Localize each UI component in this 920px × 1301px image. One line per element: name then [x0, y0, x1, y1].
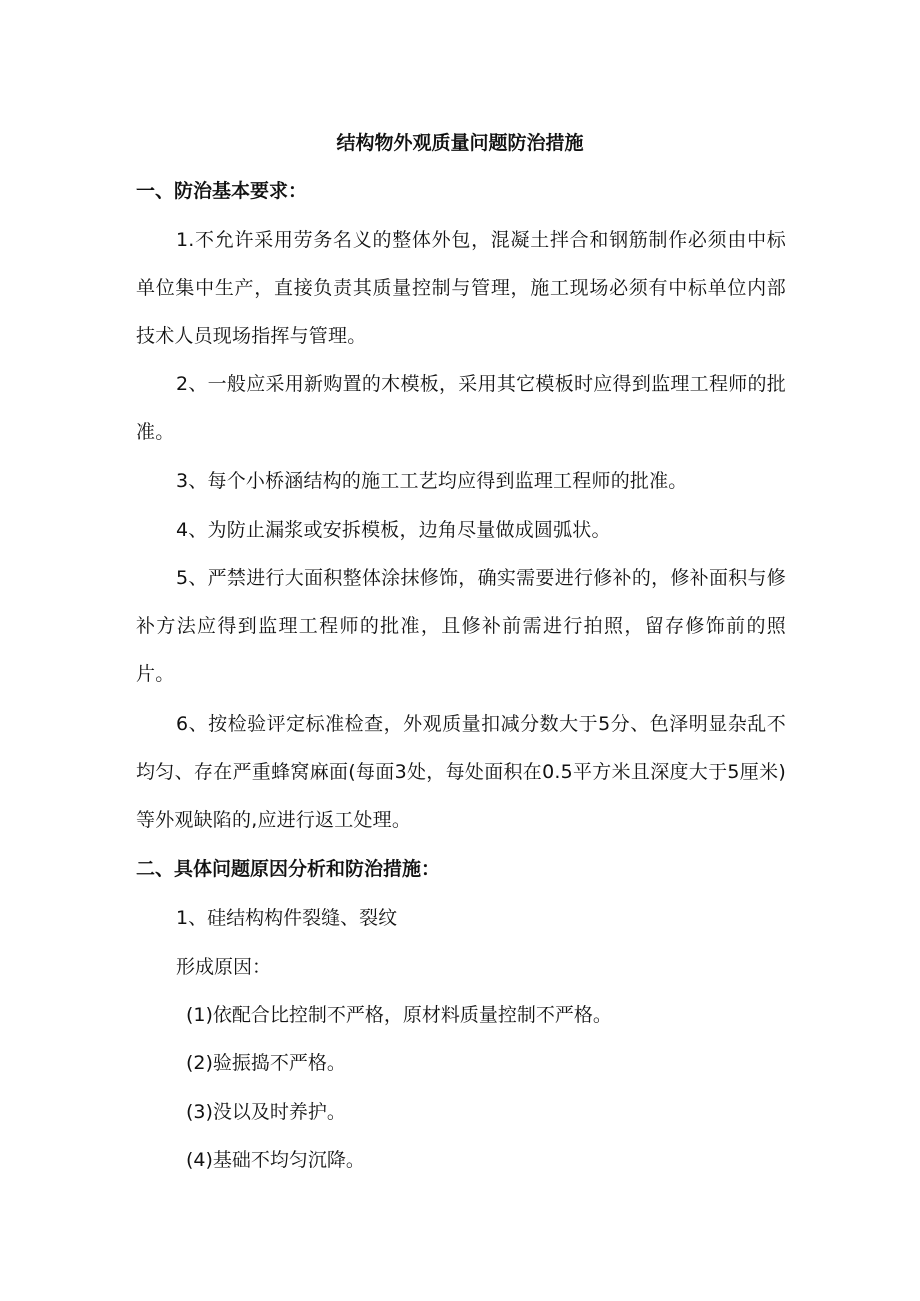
document-title: 结构物外观质量问题防治措施 — [336, 132, 584, 154]
requirement-item-1: 1.不允许采用劳务名义的整体外包，混凝土拌合和钢筋制作必须由中标单位集中生产，直接负责其质量控制与管理，施工现场必须有中标单位内部技术人员现场指挥与管理。 — [136, 229, 786, 347]
section-1-heading: 一、防治基本要求： — [136, 180, 308, 202]
requirement-item-2: 2、一般应采用新购置的木模板，采用其它模板时应得到监理工程师的批准。 — [136, 373, 786, 443]
requirement-item-6: 6、按检验评定标准检查，外观质量扣减分数大于5分、色泽明显杂乱不均匀、存在严重蜂窝麻面(每面3处，每处面积在0.5平方米且深度大于5厘米)等外观缺陷的,应进行返工处理。 — [136, 713, 786, 831]
problem-subtitle: 1、硅结构构件裂缝、裂纹 — [176, 907, 398, 929]
cause-item-1: (1)依配合比控制不严格，原材料质量控制不严格。 — [186, 1004, 612, 1026]
causes-label: 形成原因： — [176, 956, 272, 978]
requirement-item-5: 5、严禁进行大面积整体涂抹修饰，确实需要进行修补的，修补面积与修补方法应得到监理工程师的批准，且修补前需进行拍照，留存修饰前的照片。 — [136, 567, 786, 685]
cause-item-3: (3)没以及时养护。 — [186, 1101, 346, 1123]
cause-item-2: (2)验振捣不严格。 — [186, 1052, 346, 1074]
requirement-item-3: 3、每个小桥涵结构的施工工艺均应得到监理工程师的批准。 — [176, 470, 688, 492]
section-2-heading: 二、具体问题原因分析和防治措施： — [136, 858, 441, 880]
cause-item-4: (4)基础不均匀沉降。 — [186, 1149, 365, 1171]
requirement-item-4: 4、为防止漏浆或安拆模板，边角尽量做成圆弧状。 — [176, 519, 611, 541]
